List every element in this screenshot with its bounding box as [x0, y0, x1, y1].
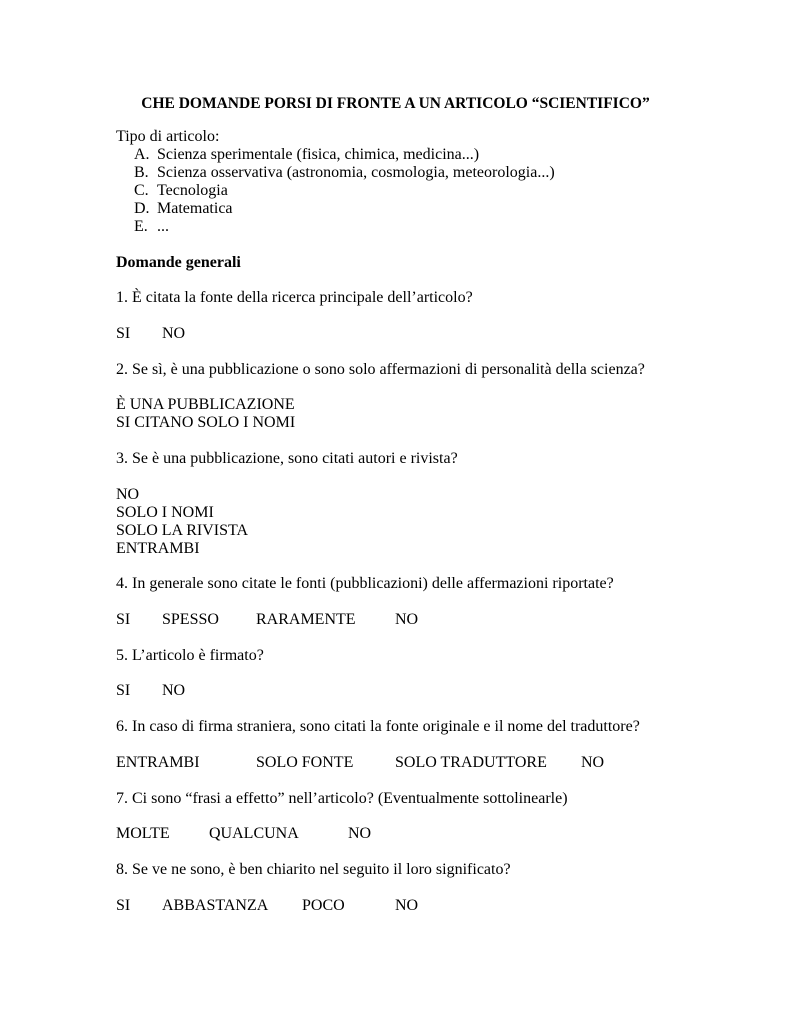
answer-option: QUALCUNA — [209, 825, 299, 842]
question-text: 6. In caso di firma straniera, sono citati la fonte originale e il nome del traduttore? — [116, 718, 640, 735]
list-marker: C. — [134, 182, 149, 199]
answer-option: NO — [581, 754, 605, 771]
list-item-text: Matematica — [157, 200, 233, 217]
answer-option: SI — [116, 611, 131, 628]
list-marker: E. — [134, 218, 148, 235]
article-type-item — [134, 200, 233, 218]
answer-option: ENTRAMBI — [116, 540, 200, 557]
answer-option: ABBASTANZA — [162, 897, 269, 914]
answer-option: SOLO TRADUTTORE — [395, 754, 547, 771]
list-marker: A. — [134, 146, 150, 163]
article-type-item — [134, 164, 555, 182]
list-item-text: Scienza osservativa (astronomia, cosmologia, meteorologia...) — [157, 164, 555, 181]
article-type-item — [134, 182, 228, 200]
answer-option: POCO — [302, 897, 345, 914]
answer-option: NO — [395, 897, 419, 914]
document-title: CHE DOMANDE PORSI DI FRONTE A UN ARTICOLO “SCIENTIFICO” — [141, 95, 650, 112]
answer-option: SOLO LA RIVISTA — [116, 522, 249, 539]
question-text: 8. Se ve ne sono, è ben chiarito nel seguito il loro significato? — [116, 861, 511, 878]
answer-option: SI — [116, 682, 131, 699]
answer-option: NO — [348, 825, 372, 842]
question-text: 5. L’articolo è firmato? — [116, 647, 264, 664]
answer-option: ENTRAMBI — [116, 754, 200, 771]
article-type-item — [134, 218, 169, 236]
answer-option: MOLTE — [116, 825, 170, 842]
question-text: 4. In generale sono citate le fonti (pubblicazioni) delle affermazioni riportate? — [116, 575, 614, 592]
answer-option: SI — [116, 325, 131, 342]
article-type-item — [134, 146, 479, 164]
list-marker: D. — [134, 200, 150, 217]
list-marker: B. — [134, 164, 149, 181]
question-text: 3. Se è una pubblicazione, sono citati autori e rivista? — [116, 450, 458, 467]
answer-option: NO — [162, 682, 186, 699]
answer-option: SI CITANO SOLO I NOMI — [116, 414, 296, 431]
article-type-label: Tipo di articolo: — [116, 128, 220, 145]
list-item-text: Tecnologia — [157, 182, 228, 199]
answer-option: SPESSO — [162, 611, 219, 628]
question-text: 2. Se sì, è una pubblicazione o sono solo affermazioni di personalità della scienza? — [116, 361, 645, 378]
answer-option: NO — [116, 486, 140, 503]
answer-option: È UNA PUBBLICAZIONE — [116, 396, 295, 413]
section-heading: Domande generali — [116, 254, 241, 271]
list-item-text: ... — [157, 218, 169, 235]
answer-option: NO — [395, 611, 419, 628]
answer-option: SI — [116, 897, 131, 914]
question-text: 7. Ci sono “frasi a effetto” nell’articolo? (Eventualmente sottolinearle) — [116, 790, 568, 807]
list-item-text: Scienza sperimentale (fisica, chimica, medicina...) — [157, 146, 480, 163]
answer-option: SOLO I NOMI — [116, 504, 214, 521]
answer-option: RARAMENTE — [256, 611, 356, 628]
question-text: 1. È citata la fonte della ricerca principale dell’articolo? — [116, 289, 473, 306]
answer-option: SOLO FONTE — [256, 754, 354, 771]
answer-option: NO — [162, 325, 186, 342]
